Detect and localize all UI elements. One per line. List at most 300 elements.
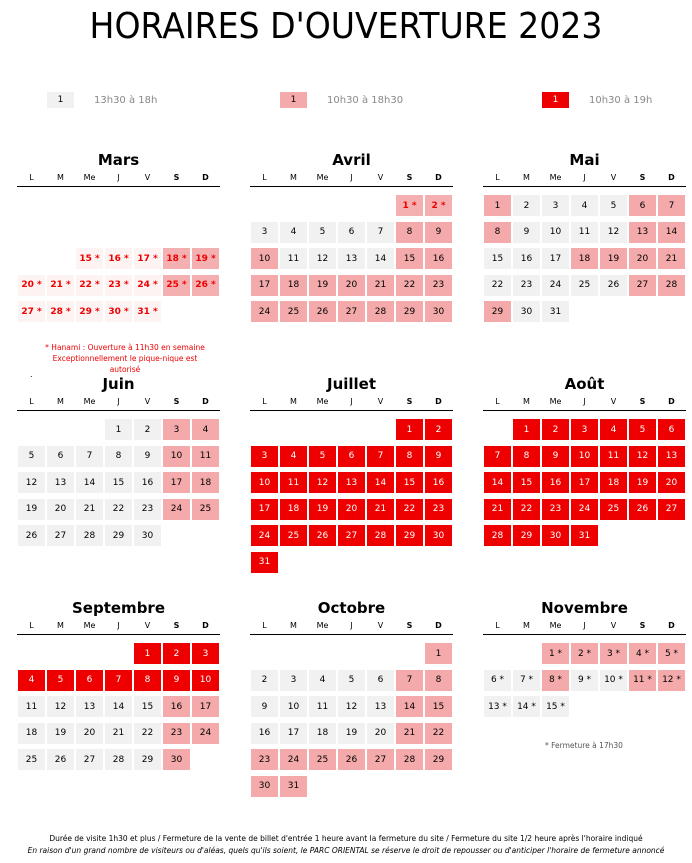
day-cell: 31 * bbox=[134, 301, 161, 322]
day-cell: 1 bbox=[484, 195, 511, 216]
day-cell: 14 bbox=[76, 472, 103, 493]
weekday-label: M bbox=[523, 173, 530, 182]
weekday-label: D bbox=[668, 173, 675, 182]
day-cell: 31 bbox=[571, 525, 598, 546]
day-cell: 16 bbox=[542, 472, 569, 493]
day-cell: 28 * bbox=[47, 301, 74, 322]
stray-dot: . bbox=[30, 370, 33, 379]
day-cell: 23 bbox=[251, 749, 278, 770]
day-cell: 12 bbox=[309, 472, 336, 493]
day-cell: 30 bbox=[513, 301, 540, 322]
legend-label: 10h30 à 18h30 bbox=[327, 94, 404, 106]
weekday-label: L bbox=[262, 621, 267, 630]
day-cell: 27 bbox=[367, 749, 394, 770]
day-cell: 28 bbox=[396, 749, 423, 770]
day-cell: 29 bbox=[396, 301, 423, 322]
weekday-label: S bbox=[406, 173, 413, 182]
month-5 bbox=[250, 374, 453, 567]
weekday-label: S bbox=[173, 621, 180, 630]
weekday-label: D bbox=[202, 173, 209, 182]
weekday-label: V bbox=[144, 173, 151, 182]
day-cell: 22 * bbox=[76, 275, 103, 296]
day-cell: 4 bbox=[280, 222, 307, 243]
day-cell: 26 bbox=[309, 301, 336, 322]
day-cell: 30 bbox=[425, 301, 452, 322]
day-cell: 17 bbox=[251, 275, 278, 296]
day-cell: 21 * bbox=[47, 275, 74, 296]
day-cell: 28 bbox=[367, 525, 394, 546]
day-cell: 9 bbox=[425, 222, 452, 243]
day-cell: 7 * bbox=[513, 670, 540, 691]
day-cell: 7 bbox=[396, 670, 423, 691]
weekday-label: J bbox=[583, 397, 586, 406]
weekday-header bbox=[250, 620, 453, 635]
weekday-label: L bbox=[262, 397, 267, 406]
weekday-label: L bbox=[495, 173, 500, 182]
day-cell: 6 bbox=[367, 670, 394, 691]
day-cell: 28 bbox=[105, 749, 132, 770]
day-cell: 12 bbox=[309, 248, 336, 269]
weekday-label: M bbox=[523, 621, 530, 630]
weekday-label: M bbox=[523, 397, 530, 406]
day-cell: 14 bbox=[367, 248, 394, 269]
day-cell: 29 * bbox=[76, 301, 103, 322]
day-cell: 19 bbox=[309, 275, 336, 296]
day-cell: 30 bbox=[425, 525, 452, 546]
day-cell: 20 bbox=[629, 248, 656, 269]
legend-swatch: 1 bbox=[280, 92, 307, 108]
day-cell: 30 bbox=[163, 749, 190, 770]
month-name: Mai bbox=[569, 151, 600, 169]
day-cell: 20 bbox=[367, 723, 394, 744]
day-cell: 20 bbox=[658, 472, 685, 493]
weekday-label: M bbox=[290, 173, 297, 182]
day-cell: 27 bbox=[658, 499, 685, 520]
day-cell: 14 bbox=[105, 696, 132, 717]
day-cell: 10 bbox=[542, 222, 569, 243]
day-cell: 4 bbox=[280, 446, 307, 467]
weekday-label: S bbox=[639, 397, 646, 406]
weekday-label: M bbox=[290, 621, 297, 630]
weekday-label: Me bbox=[83, 397, 96, 406]
day-cell: 28 bbox=[367, 301, 394, 322]
day-cell: 11 bbox=[600, 446, 627, 467]
weekday-header bbox=[483, 620, 686, 635]
day-cell: 10 bbox=[251, 248, 278, 269]
day-cell: 3 bbox=[571, 419, 598, 440]
day-cell: 1 bbox=[513, 419, 540, 440]
weekday-label: Me bbox=[316, 173, 329, 182]
weekday-label: J bbox=[350, 621, 353, 630]
day-cell: 17 bbox=[163, 472, 190, 493]
day-cell: 3 bbox=[251, 446, 278, 467]
day-cell: 28 bbox=[658, 275, 685, 296]
weekday-label: J bbox=[350, 397, 353, 406]
weekday-label: M bbox=[290, 397, 297, 406]
day-cell: 15 bbox=[396, 472, 423, 493]
day-cell: 14 bbox=[658, 222, 685, 243]
weekday-header bbox=[17, 620, 220, 635]
footer-line-1: Durée de visite 1h30 et plus / Fermeture de la vente de billet d'entrée 1 heure avant la fermeture du site / Fermeture du site 1/2 heure après l'horaire indiqué bbox=[49, 834, 643, 843]
day-cell: 25 bbox=[280, 301, 307, 322]
day-cell: 25 bbox=[571, 275, 598, 296]
weekday-label: D bbox=[435, 621, 442, 630]
day-cell: 2 bbox=[542, 419, 569, 440]
weekday-label: S bbox=[173, 173, 180, 182]
weekday-label: Me bbox=[83, 621, 96, 630]
day-cell: 12 bbox=[18, 472, 45, 493]
weekday-label: V bbox=[610, 621, 617, 630]
day-cell: 18 bbox=[571, 248, 598, 269]
weekday-label: D bbox=[202, 621, 209, 630]
day-cell: 18 bbox=[192, 472, 219, 493]
day-cell: 5 bbox=[600, 195, 627, 216]
day-cell: 7 bbox=[367, 222, 394, 243]
weekday-label: V bbox=[144, 397, 151, 406]
day-cell: 15 bbox=[105, 472, 132, 493]
day-cell: 3 bbox=[280, 670, 307, 691]
day-cell: 17 * bbox=[134, 248, 161, 269]
day-cell: 22 bbox=[396, 275, 423, 296]
weekday-label: S bbox=[406, 621, 413, 630]
day-cell: 6 bbox=[658, 419, 685, 440]
day-cell: 20 bbox=[338, 499, 365, 520]
month-name: Juillet bbox=[326, 375, 377, 393]
day-cell: 29 bbox=[134, 749, 161, 770]
day-cell: 24 bbox=[542, 275, 569, 296]
day-cell: 11 bbox=[571, 222, 598, 243]
day-cell: 12 bbox=[600, 222, 627, 243]
day-cell: 25 bbox=[18, 749, 45, 770]
day-cell: 12 bbox=[338, 696, 365, 717]
day-cell: 22 bbox=[396, 499, 423, 520]
day-cell: 12 bbox=[629, 446, 656, 467]
day-cell: 14 * bbox=[513, 696, 540, 717]
day-cell: 26 bbox=[338, 749, 365, 770]
day-cell: 27 bbox=[629, 275, 656, 296]
page-title: HORAIRES D'OUVERTURE 2023 bbox=[89, 6, 603, 47]
day-cell: 10 * bbox=[600, 670, 627, 691]
day-cell: 13 bbox=[338, 248, 365, 269]
day-cell: 18 bbox=[600, 472, 627, 493]
day-cell: 21 bbox=[105, 723, 132, 744]
weekday-label: V bbox=[377, 397, 384, 406]
weekday-label: M bbox=[57, 621, 64, 630]
day-cell: 23 bbox=[425, 499, 452, 520]
day-cell: 1 * bbox=[542, 643, 569, 664]
weekday-label: J bbox=[117, 173, 120, 182]
weekday-label: Me bbox=[316, 621, 329, 630]
day-cell: 26 * bbox=[192, 275, 219, 296]
day-cell: 25 bbox=[280, 525, 307, 546]
day-cell: 26 bbox=[18, 525, 45, 546]
weekday-label: V bbox=[377, 173, 384, 182]
day-cell: 19 bbox=[47, 723, 74, 744]
month-name: Septembre bbox=[72, 599, 165, 617]
day-cell: 27 bbox=[338, 301, 365, 322]
day-cell: 30 bbox=[251, 776, 278, 797]
month-name: Mars bbox=[97, 151, 140, 169]
day-cell: 4 bbox=[571, 195, 598, 216]
day-cell: 23 * bbox=[105, 275, 132, 296]
month-7 bbox=[17, 598, 220, 765]
month-name: Avril bbox=[332, 151, 371, 169]
day-cell: 29 bbox=[513, 525, 540, 546]
day-cell: 15 bbox=[134, 696, 161, 717]
day-cell: 13 bbox=[47, 472, 74, 493]
day-cell: 9 * bbox=[571, 670, 598, 691]
day-cell: 6 bbox=[47, 446, 74, 467]
hanami-note-line2: Exceptionnellement le pique-nique est autorisé bbox=[52, 354, 198, 374]
day-cell: 1 bbox=[134, 643, 161, 664]
day-cell: 30 bbox=[542, 525, 569, 546]
day-cell: 10 bbox=[571, 446, 598, 467]
day-cell: 21 bbox=[658, 248, 685, 269]
day-cell: 24 bbox=[280, 749, 307, 770]
day-cell: 8 bbox=[105, 446, 132, 467]
day-cell: 9 bbox=[134, 446, 161, 467]
day-cell: 18 bbox=[309, 723, 336, 744]
day-cell: 26 bbox=[47, 749, 74, 770]
day-cell: 22 bbox=[513, 499, 540, 520]
day-cell: 11 bbox=[192, 446, 219, 467]
day-cell: 1 * bbox=[396, 195, 423, 216]
day-cell: 5 bbox=[338, 670, 365, 691]
day-cell: 8 bbox=[396, 222, 423, 243]
day-cell: 23 bbox=[163, 723, 190, 744]
month-name: Août bbox=[564, 375, 605, 393]
day-cell: 3 bbox=[192, 643, 219, 664]
day-cell: 9 bbox=[251, 696, 278, 717]
day-cell: 13 bbox=[658, 446, 685, 467]
day-cell: 26 bbox=[600, 275, 627, 296]
day-cell: 5 bbox=[18, 446, 45, 467]
month-9 bbox=[483, 598, 686, 712]
day-cell: 5 * bbox=[658, 643, 685, 664]
day-cell: 11 bbox=[18, 696, 45, 717]
weekday-label: L bbox=[29, 173, 34, 182]
month-name: Juin bbox=[102, 375, 135, 393]
day-cell: 28 bbox=[484, 525, 511, 546]
day-cell: 7 bbox=[367, 446, 394, 467]
day-cell: 5 bbox=[309, 222, 336, 243]
day-cell: 20 bbox=[47, 499, 74, 520]
day-cell: 8 bbox=[513, 446, 540, 467]
day-cell: 13 bbox=[76, 696, 103, 717]
day-cell: 3 bbox=[251, 222, 278, 243]
day-cell: 21 bbox=[367, 499, 394, 520]
weekday-label: V bbox=[144, 621, 151, 630]
day-cell: 29 bbox=[105, 525, 132, 546]
day-cell: 23 bbox=[542, 499, 569, 520]
day-cell: 15 * bbox=[542, 696, 569, 717]
day-cell: 7 bbox=[105, 670, 132, 691]
legend-item-afternoon bbox=[47, 92, 157, 108]
day-cell: 19 bbox=[600, 248, 627, 269]
weekday-label: S bbox=[639, 621, 646, 630]
day-cell: 21 bbox=[367, 275, 394, 296]
day-cell: 8 bbox=[425, 670, 452, 691]
day-cell: 6 * bbox=[484, 670, 511, 691]
legend-label: 13h30 à 18h bbox=[94, 94, 158, 106]
weekday-label: S bbox=[173, 397, 180, 406]
day-cell: 10 bbox=[280, 696, 307, 717]
weekday-header bbox=[483, 396, 686, 411]
day-cell: 21 bbox=[76, 499, 103, 520]
day-cell: 29 bbox=[396, 525, 423, 546]
day-cell: 10 bbox=[163, 446, 190, 467]
day-cell: 13 bbox=[629, 222, 656, 243]
weekday-label: D bbox=[668, 397, 675, 406]
day-cell: 30 * bbox=[105, 301, 132, 322]
month-3 bbox=[483, 150, 686, 317]
day-cell: 21 bbox=[484, 499, 511, 520]
weekday-label: V bbox=[610, 397, 617, 406]
day-cell: 14 bbox=[396, 696, 423, 717]
month-name: Novembre bbox=[541, 599, 628, 617]
day-cell: 9 bbox=[542, 446, 569, 467]
hanami-note-line1: * Hanami : Ouverture à 11h30 en semaine bbox=[45, 343, 205, 352]
day-cell: 1 bbox=[396, 419, 423, 440]
day-cell: 13 bbox=[367, 696, 394, 717]
day-cell: 3 bbox=[163, 419, 190, 440]
day-cell: 24 bbox=[163, 499, 190, 520]
day-cell: 29 bbox=[484, 301, 511, 322]
day-cell: 2 bbox=[251, 670, 278, 691]
day-cell: 22 bbox=[105, 499, 132, 520]
day-cell: 24 bbox=[192, 723, 219, 744]
weekday-label: J bbox=[350, 173, 353, 182]
day-cell: 13 * bbox=[484, 696, 511, 717]
day-cell: 5 bbox=[47, 670, 74, 691]
day-cell: 19 bbox=[629, 472, 656, 493]
weekday-label: V bbox=[610, 173, 617, 182]
day-cell: 1 bbox=[105, 419, 132, 440]
day-cell: 30 bbox=[134, 525, 161, 546]
weekday-label: L bbox=[495, 397, 500, 406]
day-cell: 22 bbox=[134, 723, 161, 744]
day-cell: 19 bbox=[338, 723, 365, 744]
weekday-label: L bbox=[29, 397, 34, 406]
legend-item-standard bbox=[280, 92, 403, 108]
day-cell: 24 bbox=[251, 525, 278, 546]
day-cell: 6 bbox=[629, 195, 656, 216]
day-cell: 15 bbox=[513, 472, 540, 493]
weekday-label: L bbox=[495, 621, 500, 630]
day-cell: 23 bbox=[134, 499, 161, 520]
day-cell: 15 * bbox=[76, 248, 103, 269]
weekday-label: D bbox=[435, 397, 442, 406]
day-cell: 24 bbox=[571, 499, 598, 520]
weekday-label: J bbox=[583, 173, 586, 182]
day-cell: 9 bbox=[163, 670, 190, 691]
day-cell: 27 bbox=[338, 525, 365, 546]
day-cell: 17 bbox=[571, 472, 598, 493]
day-cell: 5 bbox=[629, 419, 656, 440]
day-cell: 14 bbox=[367, 472, 394, 493]
day-cell: 8 bbox=[134, 670, 161, 691]
day-cell: 9 bbox=[425, 446, 452, 467]
footer-line-2: En raison d'un grand nombre de visiteurs ou d'aléas, quels qu'ils soient, le PARC ORIENTAL se réserve le droit de repousser ou d'anticiper l'horaire de fermeture annoncé bbox=[27, 846, 665, 855]
day-cell: 6 bbox=[338, 446, 365, 467]
day-cell: 20 bbox=[76, 723, 103, 744]
day-cell: 18 * bbox=[163, 248, 190, 269]
day-cell: 8 * bbox=[542, 670, 569, 691]
day-cell: 2 bbox=[134, 419, 161, 440]
day-cell: 29 bbox=[425, 749, 452, 770]
day-cell: 2 * bbox=[571, 643, 598, 664]
day-cell: 18 bbox=[280, 499, 307, 520]
day-cell: 31 bbox=[280, 776, 307, 797]
day-cell: 2 bbox=[425, 419, 452, 440]
day-cell: 11 bbox=[280, 248, 307, 269]
day-cell: 21 bbox=[396, 723, 423, 744]
legend-swatch: 1 bbox=[542, 92, 569, 108]
november-note: * Fermeture à 17h30 bbox=[545, 741, 623, 750]
day-cell: 31 bbox=[542, 301, 569, 322]
weekday-label: Me bbox=[549, 621, 562, 630]
day-cell: 3 * bbox=[600, 643, 627, 664]
day-cell: 16 * bbox=[105, 248, 132, 269]
hanami-note bbox=[40, 342, 210, 375]
day-cell: 17 bbox=[192, 696, 219, 717]
day-cell: 10 bbox=[192, 670, 219, 691]
day-cell: 4 bbox=[309, 670, 336, 691]
day-cell: 19 bbox=[309, 499, 336, 520]
weekday-label: J bbox=[117, 621, 120, 630]
day-cell: 15 bbox=[425, 696, 452, 717]
day-cell: 11 * bbox=[629, 670, 656, 691]
day-cell: 31 bbox=[251, 552, 278, 573]
day-cell: 17 bbox=[542, 248, 569, 269]
month-2 bbox=[250, 150, 453, 317]
weekday-label: S bbox=[406, 397, 413, 406]
day-cell: 4 * bbox=[629, 643, 656, 664]
day-cell: 9 bbox=[513, 222, 540, 243]
day-cell: 2 * bbox=[425, 195, 452, 216]
weekday-label: M bbox=[57, 173, 64, 182]
weekday-label: D bbox=[435, 173, 442, 182]
day-cell: 20 bbox=[338, 275, 365, 296]
day-cell: 6 bbox=[338, 222, 365, 243]
day-cell: 17 bbox=[280, 723, 307, 744]
month-1 bbox=[17, 150, 220, 317]
day-cell: 27 bbox=[76, 749, 103, 770]
weekday-label: S bbox=[639, 173, 646, 182]
weekday-label: V bbox=[377, 621, 384, 630]
day-cell: 4 bbox=[600, 419, 627, 440]
month-name: Octobre bbox=[317, 599, 386, 617]
day-cell: 4 bbox=[18, 670, 45, 691]
day-cell: 27 bbox=[47, 525, 74, 546]
month-8 bbox=[250, 598, 453, 791]
day-cell: 7 bbox=[484, 446, 511, 467]
day-cell: 13 bbox=[338, 472, 365, 493]
day-cell: 19 bbox=[18, 499, 45, 520]
day-cell: 12 * bbox=[658, 670, 685, 691]
day-cell: 15 bbox=[396, 248, 423, 269]
day-cell: 15 bbox=[484, 248, 511, 269]
weekday-header bbox=[17, 396, 220, 411]
weekday-header bbox=[17, 172, 220, 187]
day-cell: 6 bbox=[76, 670, 103, 691]
day-cell: 17 bbox=[251, 499, 278, 520]
day-cell: 16 bbox=[134, 472, 161, 493]
weekday-label: D bbox=[668, 621, 675, 630]
weekday-label: Me bbox=[83, 173, 96, 182]
day-cell: 2 bbox=[513, 195, 540, 216]
day-cell: 26 bbox=[309, 525, 336, 546]
